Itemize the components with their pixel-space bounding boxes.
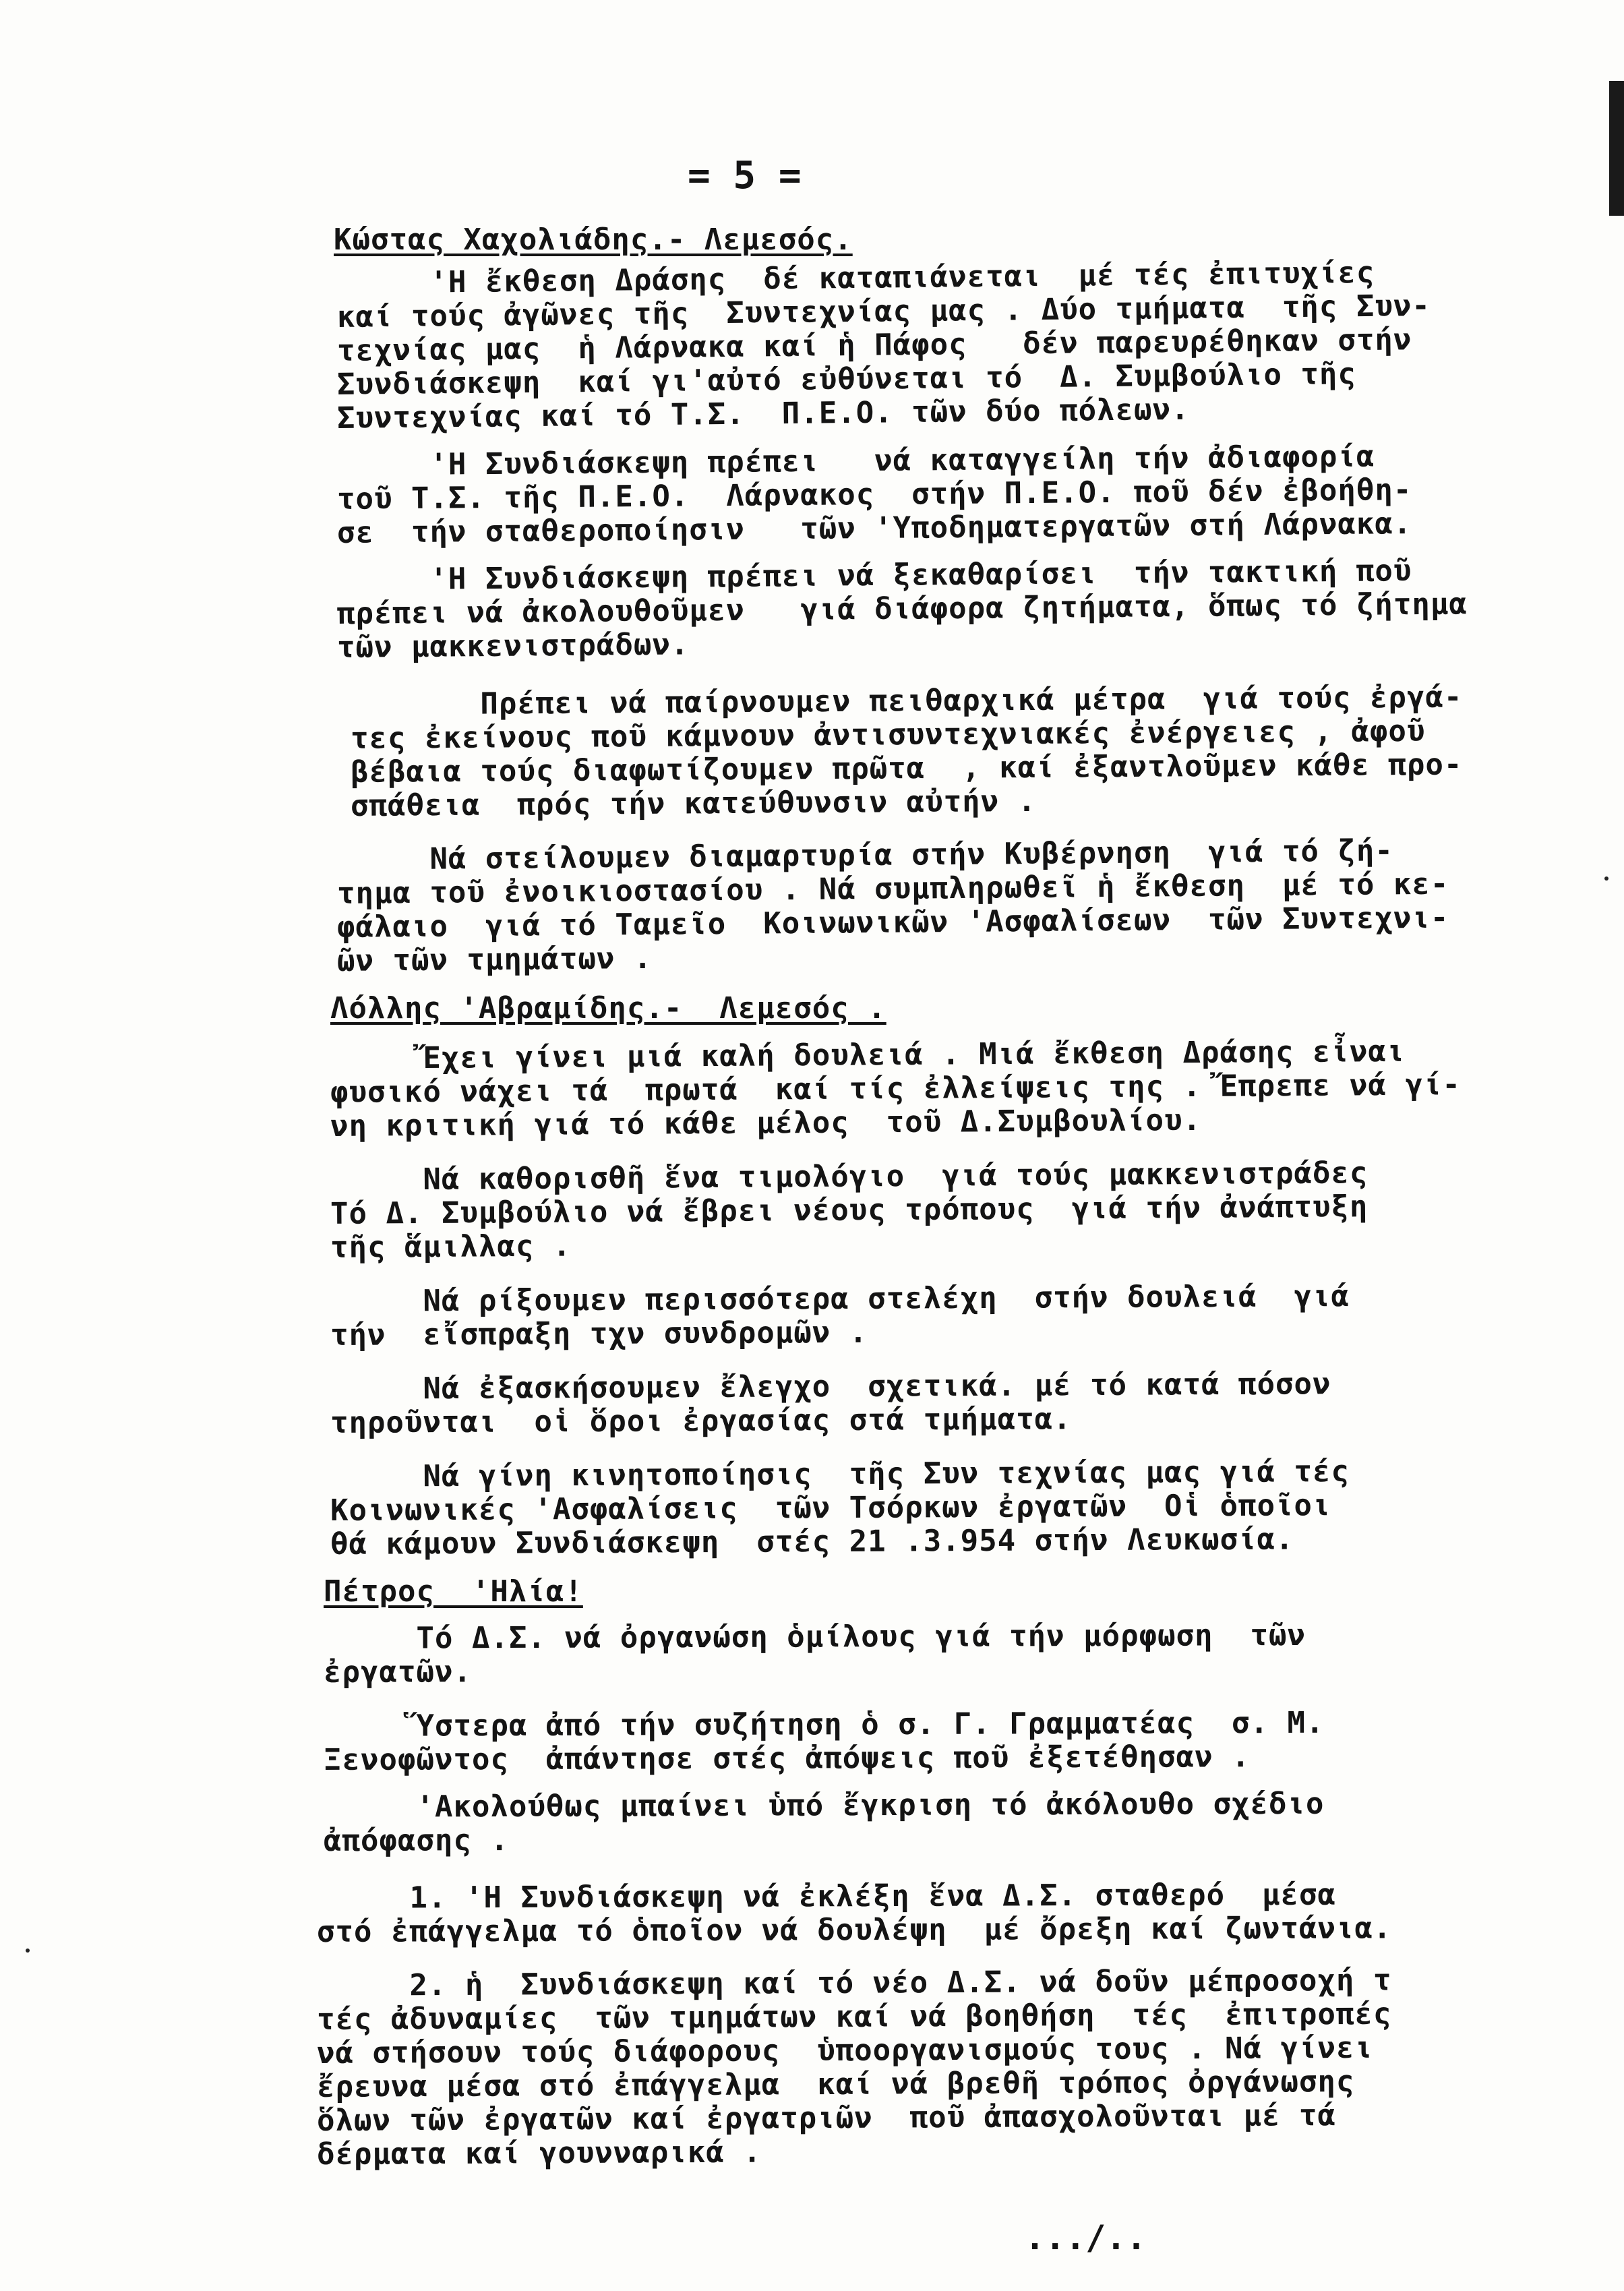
text-line: φυσικό νάχει τά πρωτά καί τίς ἐλλείψεις της . Ἔπρεπε νά γί- (330, 1067, 1462, 1110)
text-line: 'Η ἔκθεση Δράσης δέ καταπιάνεται μέ τές ἐπιτυχίες (336, 255, 1375, 301)
text-line: Πρέπει νά παίρνουμεν πειθαρχικά μέτρα γιά τούς ἐργά- (350, 680, 1463, 722)
scan-edge-mark (1609, 81, 1624, 216)
text-line: τές ἀδυναμίες τῶν τμημάτων καί νά βοηθήση τές ἐπιτροπές (316, 1996, 1392, 2037)
text-line: 1. 'Η Συνδιάσκεψη νά ἐκλέξη ἕνα Δ.Σ. σταθερό μέσα (316, 1877, 1337, 1915)
text-line: Ὕστερα ἀπό τήν συζήτηση ὁ σ. Γ. Γραμματέας σ. Μ. (323, 1705, 1325, 1744)
text-line: Τό Δ.Σ. νά ὀργανώση ὁμίλους γιά τήν μόρφωση τῶν (323, 1617, 1306, 1656)
text-line: τῶν μακκενιστράδων. (336, 627, 690, 665)
text-line: Τό Δ. Συμβούλιο νά ἔβρει νέους τρόπους γιά τήν ἀνάπτυξη (330, 1189, 1369, 1231)
text-line: 2. ἡ Συνδιάσκεψη καί τό νέο Δ.Σ. νά δοῦν μέπροσοχή τ (316, 1963, 1392, 2003)
text-line: Συνδιάσκεψη καί γι'αὐτό εὐθύνεται τό Δ. Συμβούλιο τῆς (336, 357, 1357, 402)
speaker-heading: Κώστας Χαχολιάδης.- Λεμεσός. (334, 222, 853, 257)
text-line: θά κάμουν Συνδιάσκεψη στές 21 .3.954 στήν Λευκωσία. (330, 1522, 1294, 1561)
text-line: 'Η Συνδιάσκεψη πρέπει νά ξεκαθαρίσει τήν τακτική ποῦ (336, 554, 1412, 597)
text-line: τοῦ Τ.Σ. τῆς Π.Ε.Ο. Λάρνακος στήν Π.Ε.Ο. ποῦ δέν ἐβοήθη- (336, 473, 1412, 516)
text-line: νά στήσουν τούς διάφορους ὑποοργανισμούς τους . Νά γίνει (316, 2030, 1374, 2071)
text-line: τῆς ἅμιλλας . (330, 1228, 572, 1265)
text-line: 'Η Συνδιάσκεψη πρέπει νά καταγγείλη τήν ἀδιαφορία (336, 439, 1375, 483)
text-line: ἔρευνα μέσα στό ἐπάγγελμα καί νά βρεθῆ τρόπος ὀργάνωσης (316, 2064, 1355, 2104)
scan-speck (26, 1948, 30, 1953)
text-line: δέρματα καί γουνναρικά . (316, 2135, 762, 2172)
text-line: τηροῦνται οἱ ὅροι ἐργασίας στά τμήματα. (330, 1402, 1072, 1440)
text-line: 'Ακολούθως μπαίνει ὑπό ἔγκριση τό ἀκόλουθο σχέδιο (323, 1786, 1325, 1824)
text-line: Νά γίνη κινητοποίησις τῆς Συν τεχνίας μας γιά τές (330, 1454, 1350, 1494)
text-line: Νά καθορισθῆ ἕνα τιμολόγιο γιά τούς μακκενιστράδες (330, 1156, 1369, 1197)
text-line: ἐργατῶν. (323, 1655, 473, 1690)
text-line: σπάθεια πρός τήν κατεύθυνσιν αὐτήν . (350, 783, 1037, 823)
speaker-heading: Πέτρος 'Ηλία! (324, 1574, 583, 1609)
text-line: τεχνίας μας ἡ Λάρνακα καί ἡ Πάφος δέν παρευρέθηκαν στήν (336, 322, 1412, 368)
text-line: νη κριτική γιά τό κάθε μέλος τοῦ Δ.Συμβουλίου. (330, 1102, 1202, 1143)
text-line: Συντεχνίας καί τό Τ.Σ. Π.Ε.Ο. τῶν δύο πόλεων. (336, 392, 1190, 436)
text-line: φάλαιο γιά τό Ταμεῖο Κοινωνικῶν 'Ασφαλίσεων τῶν Συντεχνι- (336, 900, 1449, 945)
text-line: τήν εἴσπραξη τχν συνδρομῶν . (330, 1315, 868, 1352)
text-line: Ἔχει γίνει μιά καλή δουλειά . Μιά ἔκθεση Δράσης εἶναι (330, 1034, 1406, 1076)
continuation-mark: .../.. (1025, 2218, 1147, 2257)
text-line: Κοινωνικές 'Ασφαλίσεις τῶν Τσόρκων ἐργατῶν Οἱ ὁποῖοι (330, 1488, 1331, 1528)
text-line: ῶν τῶν τμημάτων . (336, 941, 653, 978)
text-line: στό ἐπάγγελμα τό ὁποῖον νά δουλέψη μέ ὄρεξη καί ζωντάνια. (316, 1911, 1392, 1949)
text-line: Νά στείλουμεν διαμαρτυρία στήν Κυβέρνηση γιά τό ζή- (336, 833, 1394, 877)
text-line: τημα τοῦ ἐνοικιοστασίου . Νά συμπληρωθεῖ ἡ ἔκθεση μέ τό κε- (336, 866, 1449, 911)
text-line: Νά ἐξασκήσουμεν ἔλεγχο σχετικά. μέ τό κατά πόσον (330, 1367, 1331, 1406)
text-line: καί τούς ἀγῶνες τῆς Συντεχνίας μας . Δύο τμήματα τῆς Συν- (336, 289, 1431, 334)
text-line: πρέπει νά ἀκολουθοῦμεν γιά διάφορα ζητήματα, ὅπως τό ζήτημα (336, 587, 1468, 631)
text-line: τες ἐκείνους ποῦ κάμνουν ἀντισυντεχνιακές ἐνέργειες , ἀφοῦ (350, 713, 1426, 756)
text-line: βέβαια τούς διαφωτίζουμεν πρῶτα , καί ἐξαντλοῦμεν κάθε προ- (350, 747, 1463, 790)
text-line: σε τήν σταθεροποίησιν τῶν 'Υποδηματεργατῶν στή Λάρνακα. (336, 506, 1412, 550)
text-line: Νά ρίξουμεν περισσότερα στελέχη στήν δουλειά γιά (330, 1279, 1350, 1319)
text-line: Ξενοφῶντος ἀπάντησε στές ἀπόψεις ποῦ ἐξετέθησαν . (323, 1739, 1251, 1777)
text-line: ὅλων τῶν ἐργατῶν καί ἐργατριῶν ποῦ ἀπασχολοῦνται μέ τά (316, 2098, 1337, 2138)
page-number: = 5 = (688, 154, 802, 198)
scan-speck (1604, 876, 1608, 881)
text-line: ἀπόφασης . (323, 1823, 509, 1858)
speaker-heading: Λόλλης 'Αβραμίδης.- Λεμεσός . (330, 991, 886, 1025)
